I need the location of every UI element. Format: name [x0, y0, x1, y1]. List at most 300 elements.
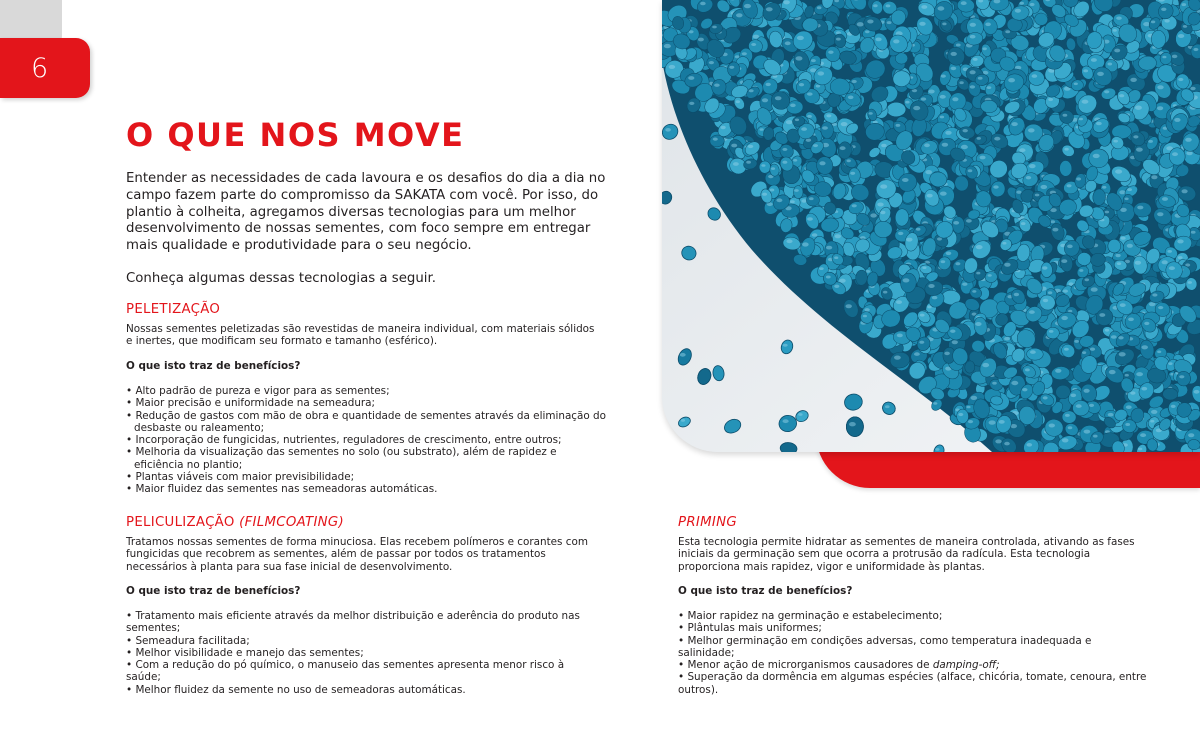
seed-highlight [928, 284, 934, 288]
seed-highlight [664, 44, 671, 48]
seed-highlight [1049, 330, 1054, 333]
seed [846, 417, 864, 437]
seed-highlight [975, 322, 981, 326]
seed-highlight [847, 159, 851, 162]
seed-highlight [988, 274, 992, 277]
seed-highlight [1121, 237, 1126, 240]
seed-highlight [946, 252, 952, 256]
seed-highlight [1182, 3, 1187, 6]
seed-highlight [771, 167, 775, 170]
seed-highlight [790, 200, 795, 203]
seed-highlight [864, 308, 869, 311]
seed-highlight [1128, 318, 1134, 322]
seed-highlight [1191, 231, 1196, 234]
seed-highlight [916, 228, 921, 231]
seed-highlight [1004, 442, 1010, 446]
list-item: • Maior fluidez das sementes nas semeadoras automáticas. [126, 483, 606, 495]
seed-highlight [1105, 329, 1109, 332]
seed-highlight [1138, 448, 1142, 451]
page-number: 6 [31, 53, 49, 84]
seed-highlight [935, 448, 939, 451]
peletizacao-benefits-list [126, 385, 606, 496]
seed-highlight [880, 211, 885, 214]
seed-highlight [1151, 410, 1157, 414]
seed-highlight [1109, 370, 1116, 374]
seed-highlight [729, 66, 734, 69]
seed-highlight [807, 115, 812, 118]
damping-prefix: Menor ação de microrganismos causadores de [687, 659, 930, 672]
seed-highlight [972, 290, 976, 293]
seed-highlight [1093, 154, 1100, 158]
seeds-illustration [662, 0, 1200, 452]
seed-highlight [959, 81, 963, 84]
peliculizacao-benefits-list [126, 610, 596, 696]
seed-highlight [1030, 350, 1036, 354]
seed-highlight [720, 126, 725, 129]
seed-highlight [920, 314, 925, 317]
peliculizacao-heading-text: PELICULIZAÇÃO [126, 515, 235, 530]
seed-highlight [1127, 188, 1132, 191]
seed-highlight [1026, 176, 1031, 179]
seed-highlight [1052, 228, 1058, 232]
seed-highlight [1067, 245, 1073, 249]
seed-highlight [919, 22, 925, 26]
list-item: • Semeadura facilitada; [126, 635, 596, 647]
seed-highlight [1108, 413, 1114, 417]
seed-highlight [1157, 351, 1161, 354]
seed-highlight [1089, 404, 1094, 407]
seed-highlight [1067, 184, 1072, 187]
seed-highlight [835, 234, 841, 238]
seed-highlight [896, 124, 901, 127]
seed-highlight [1082, 351, 1086, 354]
seed-highlight [970, 70, 976, 74]
seed-highlight [1025, 368, 1030, 371]
seed-highlight [665, 128, 671, 132]
seed-highlight [793, 159, 797, 162]
seed-highlight [928, 90, 934, 94]
seed-highlight [1178, 256, 1183, 259]
seed-highlight [945, 131, 951, 135]
seed-highlight [883, 291, 887, 294]
seed-highlight [1182, 189, 1188, 193]
seed-highlight [786, 239, 792, 243]
seed-highlight [782, 148, 787, 151]
seed-highlight [1135, 106, 1142, 110]
seed-highlight [1141, 345, 1148, 349]
seed-highlight [1161, 8, 1166, 11]
seed-highlight [1102, 186, 1106, 189]
seed-highlight [1061, 259, 1067, 263]
seed-highlight [1004, 263, 1010, 267]
seed-highlight [700, 2, 706, 6]
seed-highlight [760, 128, 764, 131]
peliculizacao-heading-italic: (FILMCOATING) [239, 515, 345, 530]
seed-highlight [897, 334, 903, 338]
seed-highlight [1133, 135, 1138, 138]
seed-highlight [1136, 372, 1143, 376]
list-item [678, 659, 1148, 671]
list-item: • Melhor fluidez da semente no uso de semeadoras automáticas. [126, 684, 596, 696]
seed-highlight [1084, 430, 1091, 434]
seed-highlight [966, 406, 970, 409]
seed-highlight [811, 59, 816, 62]
seed-highlight [1022, 388, 1027, 391]
peliculizacao-heading [126, 515, 344, 531]
seed-highlight [1091, 58, 1097, 62]
seed-highlight [796, 56, 803, 60]
seed-highlight [776, 198, 782, 202]
seeds-photo [662, 0, 1200, 452]
seed-highlight [1178, 34, 1184, 38]
seed-highlight [714, 84, 720, 87]
seed-highlight [1028, 128, 1035, 132]
seed-highlight [1119, 352, 1126, 356]
seed-highlight [995, 439, 1001, 443]
seed-highlight [1172, 152, 1178, 156]
seed-highlight [1115, 254, 1120, 257]
seed-highlight [1162, 260, 1168, 264]
seed-highlight [994, 137, 1000, 141]
seed [956, 409, 968, 424]
list-item: • Plantas viáveis com maior previsibilidade; [126, 471, 606, 483]
seed-highlight [970, 23, 976, 27]
seed-highlight [736, 100, 740, 103]
seed-highlight [785, 41, 791, 45]
seed-highlight [846, 304, 852, 308]
seed-highlight [1076, 177, 1081, 180]
seed-highlight [1032, 74, 1038, 78]
peletizacao-benefits-question: O que isto traz de benefícios? [126, 360, 301, 372]
seed-highlight [1125, 423, 1130, 426]
seed-highlight [1172, 55, 1178, 59]
seed-highlight [1130, 78, 1137, 82]
seed-highlight [1035, 194, 1040, 197]
seed-highlight [1188, 433, 1194, 437]
seed-highlight [801, 199, 806, 202]
seed-highlight [736, 13, 743, 17]
seed-highlight [1126, 405, 1132, 409]
seed-highlight [744, 4, 751, 8]
seed-highlight [731, 144, 737, 148]
seed-highlight [817, 6, 822, 9]
seed-highlight [962, 283, 967, 286]
priming-body: Esta tecnologia permite hidratar as sementes de maneira controlada, ativando as fases iniciais da germinação sem que ocorra a protrusão da radícula. Esta tecnologia proporciona mais rapidez, vigor e uniformidade às plantas. [678, 536, 1135, 573]
seed-highlight [812, 233, 818, 237]
seed-highlight [1151, 175, 1157, 179]
seed-highlight [873, 4, 878, 7]
seed-highlight [849, 422, 856, 426]
seed-highlight [978, 77, 983, 80]
seed-highlight [973, 58, 978, 61]
seed-highlight [1011, 122, 1017, 126]
seed-highlight [863, 315, 867, 318]
seed-highlight [963, 129, 968, 132]
seed-highlight [940, 192, 947, 196]
list-item: • Plântulas mais uniformes; [678, 622, 1148, 634]
seed-highlight [1174, 118, 1180, 122]
seed-highlight [921, 97, 926, 100]
seed-highlight [840, 146, 846, 150]
seed-highlight [1091, 287, 1098, 291]
seed-highlight [944, 352, 950, 356]
list-item: • Redução de gastos com mão de obra e quantidade de sementes através da eliminação do desbaste ou raleamento; [126, 410, 606, 435]
seed-highlight [748, 145, 754, 148]
seed-highlight [1162, 56, 1166, 59]
seed-highlight [1014, 293, 1019, 296]
seed-highlight [1019, 2, 1024, 5]
seed-highlight [1082, 100, 1089, 104]
seed-highlight [987, 86, 992, 89]
seed [806, 194, 819, 206]
seed-highlight [795, 119, 799, 122]
seed-highlight [1179, 375, 1184, 378]
seed-highlight [783, 419, 789, 423]
seed-highlight [1193, 48, 1198, 51]
seed-highlight [799, 83, 804, 86]
seed-highlight [966, 219, 972, 223]
seed-highlight [932, 296, 938, 300]
seed-highlight [1076, 404, 1082, 408]
peliculizacao-benefits-question: O que isto traz de benefícios? [126, 585, 301, 597]
seed-highlight [794, 189, 799, 192]
seed-highlight [958, 413, 963, 416]
seed [1059, 160, 1072, 176]
seed-highlight [857, 22, 864, 26]
seed-highlight [1011, 381, 1018, 385]
seed-highlight [826, 276, 831, 279]
seed-highlight [766, 7, 773, 11]
seed-highlight [983, 47, 987, 50]
seed-highlight [1068, 310, 1072, 313]
seed-highlight [852, 80, 857, 83]
peletizacao-heading: PELETIZAÇÃO [126, 302, 221, 317]
seed-highlight [1097, 72, 1104, 76]
seed-highlight [893, 39, 899, 43]
seed-highlight [1127, 244, 1133, 248]
seed-highlight [680, 353, 686, 357]
seed [1169, 147, 1185, 165]
seed-highlight [924, 143, 930, 147]
seed-highlight [1158, 306, 1163, 309]
seed-highlight [775, 96, 782, 100]
seed-highlight [733, 162, 739, 166]
seed-highlight [1171, 405, 1176, 408]
seed-highlight [1055, 369, 1061, 373]
seed-highlight [886, 4, 891, 7]
peliculizacao-body: Tratamos nossas sementes de forma minuciosa. Elas recebem polímeros e corantes com fungicidas que recobrem as sementes, além de passar por todos os tratamentos necessários à planta para sua fase inicial de desenvolvimento. [126, 536, 588, 573]
seed-highlight [1117, 262, 1121, 265]
seed-highlight [950, 330, 955, 333]
seed-highlight [1096, 122, 1102, 126]
seed-highlight [1084, 389, 1090, 393]
list-item: • Alto padrão de pureza e vigor para as sementes; [126, 385, 606, 397]
seed-highlight [999, 420, 1005, 424]
seed-highlight [896, 300, 902, 304]
seed-highlight [933, 402, 937, 405]
seed-highlight [1027, 443, 1033, 447]
seed-highlight [770, 189, 775, 192]
seed-highlight [992, 382, 997, 385]
seed-highlight [985, 23, 991, 27]
seed-highlight [1043, 396, 1048, 399]
seed-highlight [1157, 212, 1163, 216]
seed-highlight [1141, 387, 1147, 391]
seed-highlight [914, 352, 920, 356]
seed-highlight [956, 44, 961, 47]
seed-highlight [713, 138, 718, 141]
seed [849, 168, 861, 183]
seed-highlight [951, 52, 957, 56]
seed-highlight [1157, 106, 1163, 110]
seed-highlight [1041, 185, 1048, 189]
seed-highlight [828, 51, 833, 54]
seed-highlight [869, 112, 873, 115]
seed-highlight [1111, 335, 1117, 339]
seed-highlight [834, 256, 838, 259]
seed-highlight [751, 43, 756, 46]
seed-highlight [894, 356, 901, 360]
seed-highlight [941, 260, 946, 263]
seed-highlight [1093, 435, 1098, 438]
list-item: • Melhoria da visualização das sementes no solo (ou substrato), além de rapidez e eficiência no plantio; [126, 446, 606, 471]
seed-highlight [921, 5, 927, 9]
seed-highlight [952, 340, 958, 344]
seed-highlight [951, 67, 957, 71]
seed-highlight [942, 143, 948, 147]
priming-benefits-question: O que isto traz de benefícios? [678, 585, 853, 597]
seed [1046, 327, 1059, 339]
seed-highlight [1021, 222, 1026, 225]
seed-highlight [976, 272, 980, 275]
seed-highlight [982, 363, 989, 367]
seed-highlight [822, 126, 828, 130]
seed-highlight [1150, 420, 1154, 423]
seed-highlight [1079, 269, 1083, 272]
seed-highlight [698, 38, 704, 42]
seed-highlight [1065, 414, 1070, 417]
seed-highlight [1185, 138, 1192, 142]
seed-highlight [1115, 169, 1122, 173]
seed-highlight [1029, 310, 1035, 314]
seed-highlight [783, 0, 790, 4]
seed-highlight [970, 85, 975, 88]
seed-highlight [848, 96, 854, 100]
seed-highlight [1178, 78, 1183, 81]
seed-highlight [876, 38, 882, 42]
seed-highlight [689, 102, 694, 105]
list-item: • Maior rapidez na germinação e estabelecimento; [678, 610, 1148, 622]
seed-highlight [913, 106, 920, 110]
seed-highlight [867, 20, 873, 24]
seed-highlight [834, 285, 839, 288]
seed-highlight [1061, 316, 1068, 320]
seed-highlight [841, 122, 848, 126]
seed-highlight [940, 95, 946, 99]
list-item: • Tratamento mais eficiente através da melhor distribuição e aderência do produto nas sementes; [126, 610, 596, 635]
list-item: • Com a redução do pó químico, o manuseio das sementes apresenta menor risco à saúde; [126, 659, 596, 684]
seed-highlight [826, 246, 832, 250]
seed-highlight [1149, 302, 1155, 306]
seed-highlight [942, 23, 946, 26]
seed-highlight [1148, 140, 1153, 143]
seed-highlight [1049, 424, 1055, 428]
seed-highlight [819, 267, 824, 270]
seed-highlight [1063, 114, 1068, 117]
seed-highlight [903, 278, 910, 282]
list-item: • Melhor germinação em condições adversas, como temperatura inadequada e salinidade; [678, 635, 1148, 660]
seed-highlight [880, 184, 887, 188]
seed-highlight [953, 221, 959, 225]
seed-highlight [870, 213, 877, 217]
priming-benefits-list [678, 610, 1148, 696]
seed [980, 100, 997, 113]
seed-highlight [807, 217, 813, 221]
seed-highlight [1004, 337, 1010, 341]
seed-highlight [1151, 21, 1155, 24]
seed-highlight [938, 6, 945, 10]
seed-highlight [1042, 266, 1047, 269]
intro-paragraph-2: Conheça algumas dessas tecnologias a seguir. [126, 271, 436, 286]
seed-highlight [865, 30, 870, 33]
seed-highlight [712, 26, 717, 29]
seed-highlight [1104, 90, 1109, 93]
seed-highlight [1164, 19, 1169, 22]
seed-highlight [1005, 30, 1010, 33]
seed-highlight [1119, 190, 1125, 194]
seed [1108, 239, 1121, 253]
seed-highlight [826, 114, 831, 117]
seed-highlight [1125, 374, 1129, 377]
seed-highlight [1085, 278, 1090, 281]
seed-highlight [709, 61, 714, 64]
seed [793, 185, 803, 198]
seed-highlight [968, 169, 973, 172]
seed-highlight [1116, 17, 1122, 20]
seed-highlight [1064, 348, 1069, 351]
seed-highlight [1167, 250, 1172, 253]
seed-highlight [1169, 266, 1175, 270]
seed-highlight [852, 204, 857, 207]
seed-highlight [688, 76, 694, 80]
seed-highlight [1194, 390, 1200, 394]
seed-highlight [766, 83, 771, 86]
seed-highlight [989, 420, 996, 424]
seed-highlight [669, 65, 676, 69]
seed-highlight [1062, 438, 1069, 442]
seed-highlight [1120, 303, 1126, 307]
damping-off-term: damping-off; [932, 659, 1000, 672]
seed-highlight [1074, 83, 1078, 86]
list-item: • Maior precisão e uniformidade na semeadura; [126, 397, 606, 409]
seed-highlight [816, 85, 820, 88]
seed [1122, 420, 1136, 433]
seed-highlight [976, 245, 983, 249]
seed-highlight [1137, 206, 1143, 210]
list-item: • Melhor visibilidade e manejo das sementes; [126, 647, 596, 659]
seed-highlight [818, 71, 825, 75]
seed-highlight [887, 21, 892, 24]
seed-highlight [1188, 281, 1192, 284]
seed-highlight [782, 161, 787, 164]
seed-highlight [977, 137, 981, 140]
peletizacao-body: Nossas sementes peletizadas são revestidas de maneira individual, com materiais sólidos e inertes, que modificam seu formato e tamanho (esférico). [126, 323, 595, 348]
seed-highlight [1113, 140, 1118, 143]
seed-highlight [952, 97, 958, 101]
seed-highlight [1140, 433, 1146, 437]
seed-highlight [813, 144, 818, 147]
seed-highlight [1114, 49, 1120, 53]
